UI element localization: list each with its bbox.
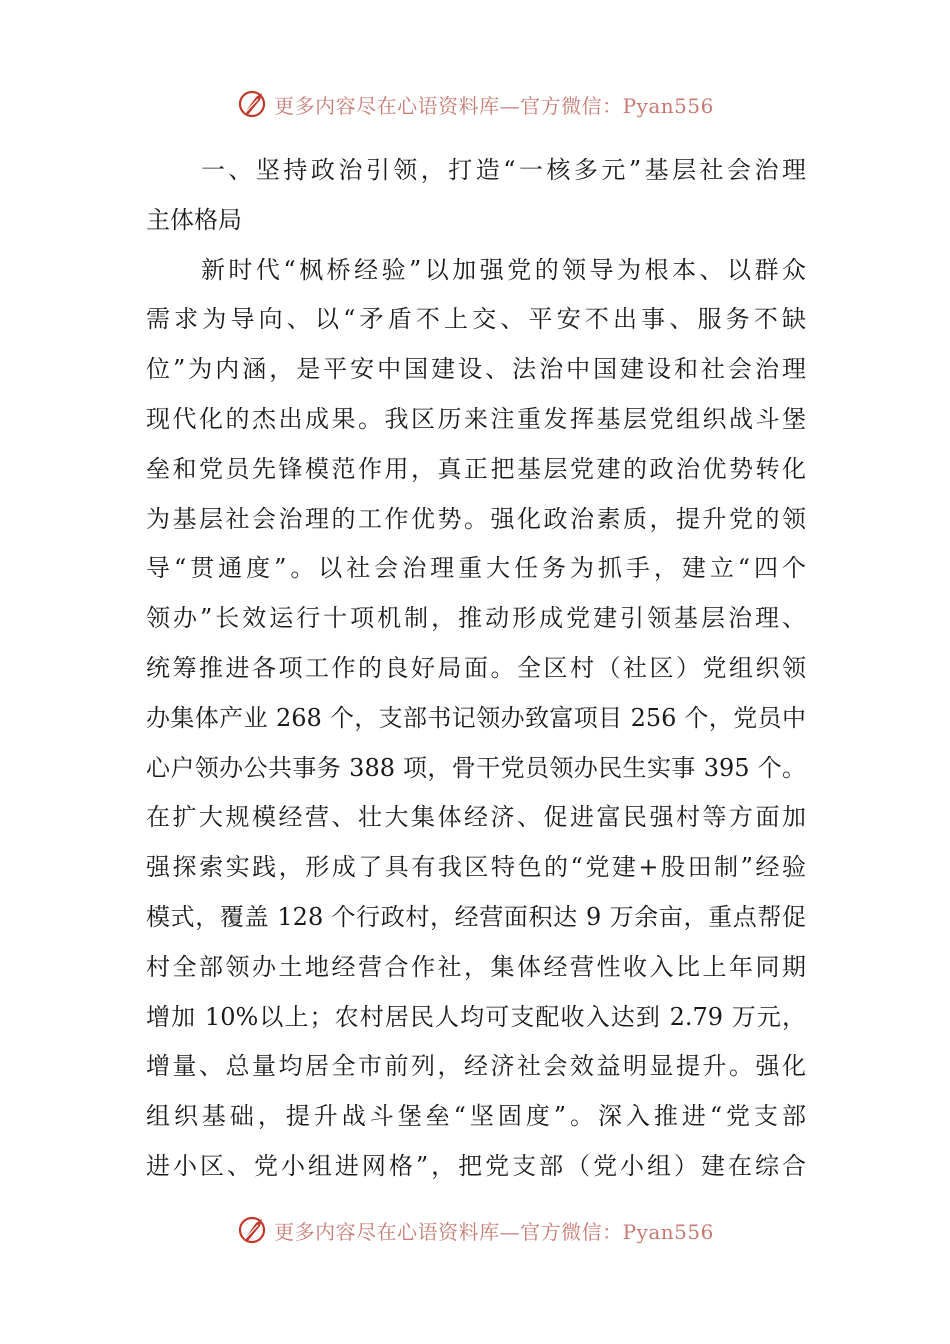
text-line: 组织基础，提升战斗堡垒“坚固度”。深入推进“党支部 xyxy=(146,1102,806,1131)
watermark-text: 更多内容尽在心语资料库—官方微信：Pyan556 xyxy=(274,93,714,118)
text-line: 办集体产业 268 个，支部书记领办致富项目 256 个，党员中 xyxy=(146,703,806,732)
text-line: 一、坚持政治引领，打造“一核多元”基层社会治理 xyxy=(146,156,806,184)
text-line: 模式，覆盖 128 个行政村，经营面积达 9 万余亩，重点帮促 xyxy=(146,902,806,931)
text-line: 主体格局 xyxy=(146,205,242,234)
text-line: 增量、总量均居全市前列，经济社会效益明显提升。强化 xyxy=(146,1052,806,1081)
text-line: 新时代“枫桥经验”以加强党的领导为根本、以群众 xyxy=(146,255,806,284)
text-line: 统筹推进各项工作的良好局面。全区村（社区）党组织领 xyxy=(146,653,806,682)
text-line: 在扩大规模经营、壮大集体经济、促进富民强村等方面加 xyxy=(146,803,806,832)
watermark-banner-top xyxy=(0,84,950,124)
document-body xyxy=(146,146,806,1192)
text-line: 村全部领办土地经营合作社，集体经营性收入比上年同期 xyxy=(146,952,806,981)
text-line: 心户领办公共事务 388 项，骨干党员领办民生实事 395 个。 xyxy=(146,753,806,782)
text-line: 垒和党员先锋模范作用，真正把基层党建的政治优势转化 xyxy=(146,454,806,483)
text-line: 需求为导向、以“矛盾不上交、平安不出事、服务不缺 xyxy=(146,305,806,334)
text-line: 增加 10%以上；农村居民人均可支配收入达到 2.79 万元， xyxy=(146,1002,806,1031)
text-line: 位”为内涵，是平安中国建设、法治中国建设和社会治理 xyxy=(146,355,806,384)
pen-nib-logo-icon xyxy=(236,87,270,121)
text-line: 为基层社会治理的工作优势。强化政治素质，提升党的领 xyxy=(146,504,806,533)
text-line: 导“贯通度”。以社会治理重大任务为抓手，建立“四个 xyxy=(146,554,806,583)
text-line: 进小区、党小组进网格”，把党支部（党小组）建在综合 xyxy=(146,1151,806,1180)
text-line: 现代化的杰出成果。我区历来注重发挥基层党组织战斗堡 xyxy=(146,404,806,433)
text-line: 领办”长效运行十项机制，推动形成党建引领基层治理、 xyxy=(146,604,806,633)
text-line: 强探索实践，形成了具有我区特色的“党建+股田制”经验 xyxy=(146,853,806,882)
watermark-banner-bottom xyxy=(0,1210,950,1250)
watermark-text: 更多内容尽在心语资料库—官方微信：Pyan556 xyxy=(274,1219,714,1244)
pen-nib-logo-icon xyxy=(236,1213,270,1247)
